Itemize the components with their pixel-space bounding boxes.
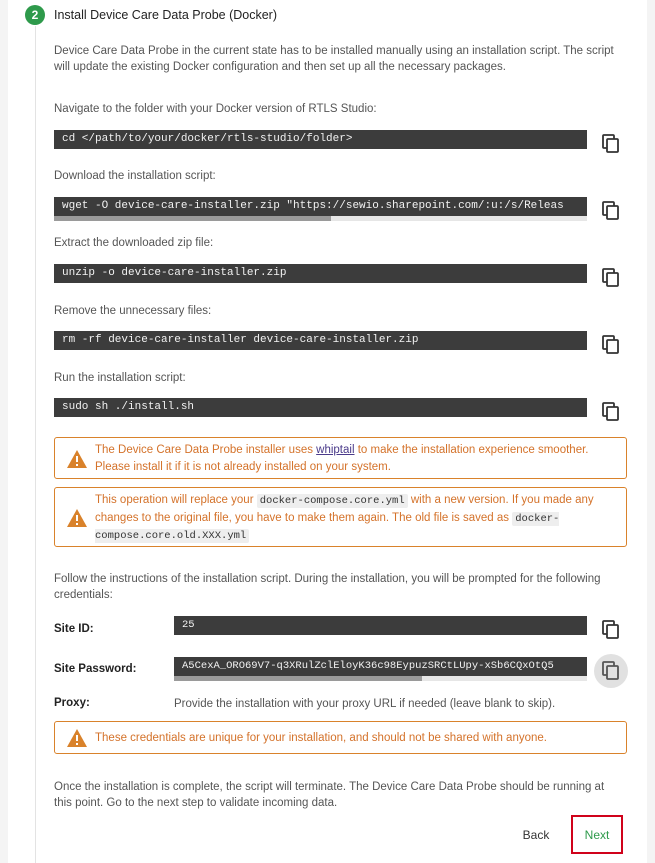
instruction-label-download: Download the installation script: bbox=[54, 170, 216, 182]
warning-icon bbox=[66, 508, 88, 528]
instruction-label-extract: Extract the downloaded zip file: bbox=[54, 237, 214, 249]
next-button[interactable]: Next bbox=[571, 815, 623, 854]
code-block-extract[interactable]: unzip -o device-care-installer.zip bbox=[54, 264, 587, 283]
copy-icon[interactable] bbox=[600, 401, 622, 423]
warning-whiptail bbox=[54, 437, 627, 479]
step-connector-line bbox=[35, 26, 36, 863]
step-number-badge: 2 bbox=[25, 5, 45, 25]
instruction-label-navigate: Navigate to the folder with your Docker version of RTLS Studio: bbox=[54, 103, 377, 115]
site-password-value[interactable]: A5CexA_ORO69V7-q3XRulZclEloyK36c98EypuzSRCtLUpy-xSb6CQxOtQ5 bbox=[174, 657, 587, 676]
code-block-navigate[interactable]: cd </path/to/your/docker/rtls-studio/folder> bbox=[54, 130, 587, 149]
step-title: Install Device Care Data Probe (Docker) bbox=[54, 8, 277, 22]
code-block-run[interactable]: sudo sh ./install.sh bbox=[54, 398, 587, 417]
intro-text: Device Care Data Probe in the current state has to be installed manually using an installation script. The script will update the existing Docker configuration and then set up all the necessary packages. bbox=[54, 45, 614, 73]
copy-icon[interactable] bbox=[594, 654, 628, 688]
copy-icon[interactable] bbox=[600, 334, 622, 356]
instruction-label-remove: Remove the unnecessary files: bbox=[54, 305, 212, 317]
warning-icon bbox=[66, 449, 88, 469]
back-button[interactable]: Back bbox=[510, 825, 562, 845]
site-id-label: Site ID: bbox=[54, 623, 94, 635]
credentials-intro: Follow the instructions of the installation script. During the installation, you will be prompted for the following credentials: bbox=[54, 573, 601, 601]
proxy-label: Proxy: bbox=[54, 697, 90, 709]
copy-icon[interactable] bbox=[600, 267, 622, 289]
inline-code-compose-file: docker-compose.core.yml bbox=[257, 494, 408, 508]
site-password-label: Site Password: bbox=[54, 663, 137, 675]
password-scrollbar[interactable] bbox=[174, 676, 587, 681]
inline-code-old-compose-file: docker-compose.core.old.XXX.yml bbox=[95, 512, 560, 542]
instruction-label-run: Run the installation script: bbox=[54, 372, 186, 384]
copy-icon[interactable] bbox=[600, 619, 622, 641]
warning-credentials-text: These credentials are unique for your installation, and should not be shared with anyone. bbox=[95, 732, 547, 744]
copy-icon[interactable] bbox=[600, 200, 622, 222]
warning-whiptail-text: The Device Care Data Probe installer uses whiptail to make the installation experience smoother. Please install it if it is not already installed on your system. bbox=[95, 444, 589, 473]
warning-icon bbox=[66, 728, 88, 748]
code-block-download[interactable]: wget -O device-care-installer.zip "https://sewio.sharepoint.com/:u:/s/Releas bbox=[54, 197, 587, 216]
warning-credentials bbox=[54, 721, 627, 754]
proxy-description: Provide the installation with your proxy URL if needed (leave blank to skip). bbox=[174, 698, 556, 710]
code-block-remove[interactable]: rm -rf device-care-installer device-care-installer.zip bbox=[54, 331, 587, 350]
copy-icon[interactable] bbox=[600, 133, 622, 155]
warning-compose-text: This operation will replace your docker-compose.core.yml with a new version. If you made any changes to the original file, you have to make them again. The old file is saved as docker-compose.core.old.XXX.yml bbox=[95, 494, 594, 542]
warning-compose-replace bbox=[54, 487, 627, 547]
outro-text: Once the installation is complete, the script will terminate. The Device Care Data Probe should be running at this point. Go to the next step to validate incoming data. bbox=[54, 781, 605, 809]
whiptail-link[interactable]: whiptail bbox=[316, 444, 355, 456]
site-id-value[interactable]: 25 bbox=[174, 616, 587, 635]
code-scrollbar[interactable] bbox=[54, 216, 587, 221]
